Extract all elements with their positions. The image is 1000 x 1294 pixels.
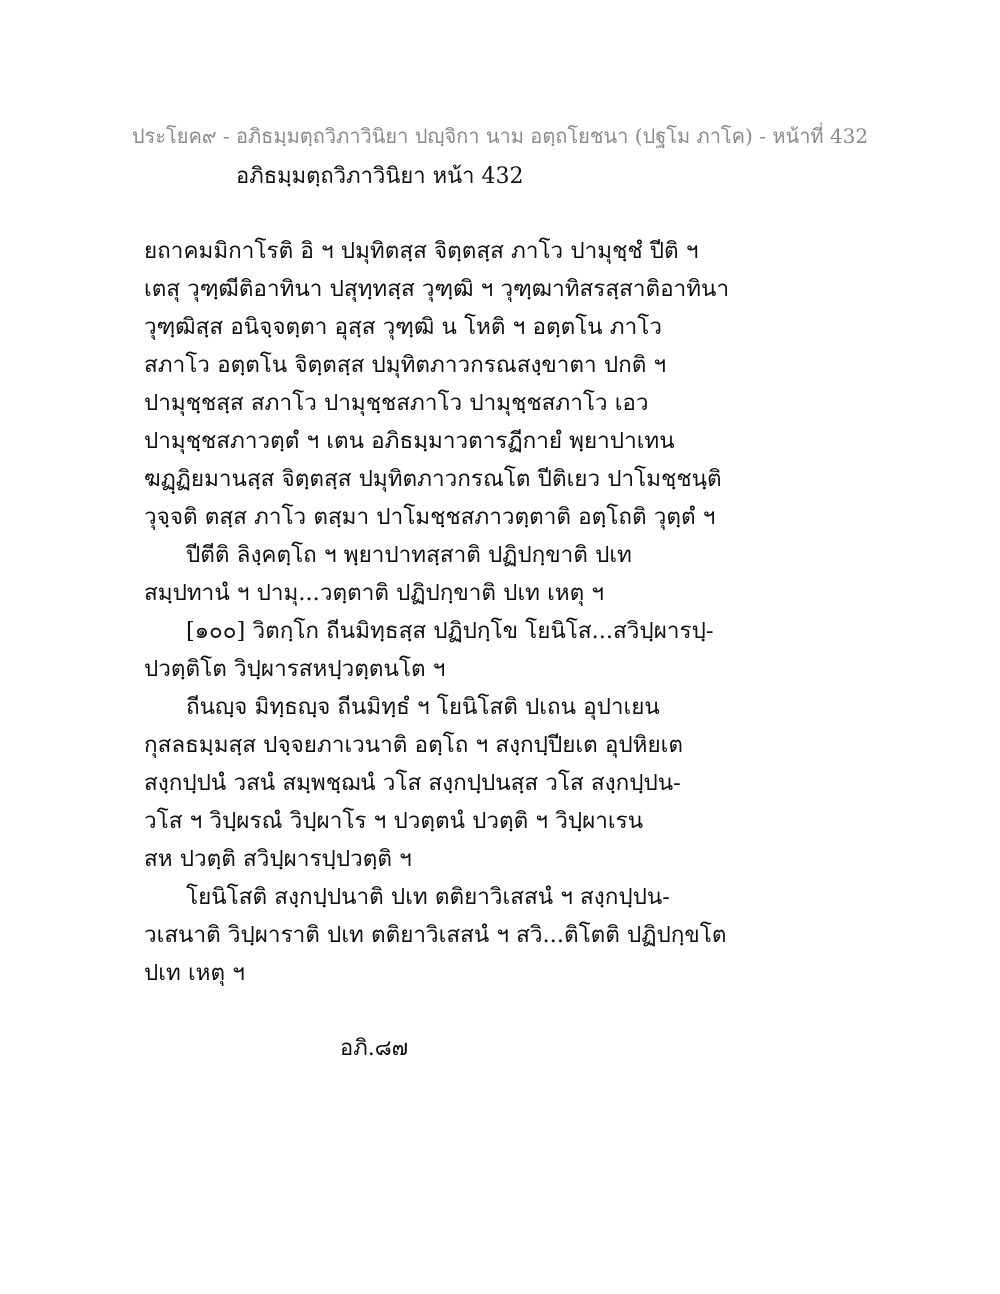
page-footer: อภิ.๘๗ [340, 1036, 409, 1061]
text-line: ยถาคมมิกาโรติ อิ ฯ ปมุทิตสฺส จิตฺตสฺส ภาโว ปามุชฺชํ ปีติ ฯ [144, 238, 699, 264]
body-text [144, 232, 864, 992]
text-line: ปวตฺติโต วิปฺผารสหปฺวตฺตนโต ฯ [144, 656, 446, 682]
text-line: วุจฺจติ ตสฺส ภาโว ตสฺมา ปาโมชฺชสภาวตฺตาติ อตฺโถติ วุตฺตํ ฯ [144, 504, 716, 530]
text-line: โยนิโสติ สงฺกปฺปนาติ ปเท ตติยาวิเสสนํ ฯ สงฺกปฺปน- [186, 884, 670, 910]
text-line: ปามุชฺชสภาวตฺตํ ฯ เตน อภิธมฺมาวตารฏีกายํ พฺยาปาเทน [144, 428, 675, 454]
text-line: [๑๐๐] วิตกฺโก ถีนมิทฺธสฺส ปฏิปกฺโข โยนิโส...สวิปฺผารปฺ- [186, 618, 714, 644]
text-line: สห ปวตฺติ สวิปฺผารปฺปวตฺติ ฯ [144, 846, 412, 872]
text-line: วโส ฯ วิปฺผรณํ วิปฺผาโร ฯ ปวตฺตนํ ปวตฺติ ฯ วิปฺผาเรน [144, 808, 644, 834]
text-line: วเสนาติ วิปฺผาราติ ปเท ตติยาวิเสสนํ ฯ สวิ...ติโตติ ปฏิปกฺขโต [144, 922, 727, 948]
text-line: กุสลธมฺมสฺส ปจฺจยภาเวนาติ อตฺโถ ฯ สงฺกปฺปียเต อุปหิยเต [144, 732, 683, 758]
text-line: สภาโว อตฺตโน จิตฺตสฺส ปมุทิตภาวกรณสงฺขาตา ปกติ ฯ [144, 352, 667, 378]
running-header: ประโยค๙ - อภิธมฺมตฺถวิภาวินิยา ปญฺจิกา นาม อตฺถโยชนา (ปฐโม ภาโค) - หน้าที่ 432 [131, 124, 869, 148]
text-line: วุฑฺฒิสฺส อนิจฺจตฺตา อุสฺส วุฑฺฒิ น โหติ ฯ อตฺตโน ภาโว [144, 314, 662, 340]
text-line: สงฺกปฺปนํ วสนํ สมฺพชฺฌนํ วโส สงฺกปฺปนสฺส วโส สงฺกปฺปน- [144, 770, 681, 796]
text-line: ปีตีติ ลิงฺคตฺโถ ฯ พฺยาปาทสฺสาติ ปฏิปกฺขาติ ปเท [186, 542, 632, 568]
text-line: เตสุ วุฑฺฒีติอาทินา ปสุทฺทสฺส วุฑฺฒิ ฯ วุฑฺฒาทิสรสฺสาติอาทินา [144, 276, 730, 302]
text-line: ปเท เหตุ ฯ [144, 960, 245, 986]
text-line: ฆฏฺฏิยมานสฺส จิตฺตสฺส ปมุทิตภาวกรณโต ปีติเยว ปาโมชฺชนฺติ [144, 466, 722, 492]
page-title: อภิธมฺมตฺถวิภาวินิยา หน้า 432 [236, 164, 524, 189]
text-line: ปามุชฺชสฺส สภาโว ปามุชฺชสภาโว ปามุชฺชสภาโว เอว [144, 390, 649, 416]
text-line: สมฺปทานํ ฯ ปามุ...วตฺตาติ ปฏิปกฺขาติ ปเท เหตุ ฯ [144, 580, 605, 606]
text-line: ถีนญฺจ มิทฺธญฺจ ถีนมิทฺธํ ฯ โยนิโสติ ปเถน อุปาเยน [186, 694, 660, 720]
